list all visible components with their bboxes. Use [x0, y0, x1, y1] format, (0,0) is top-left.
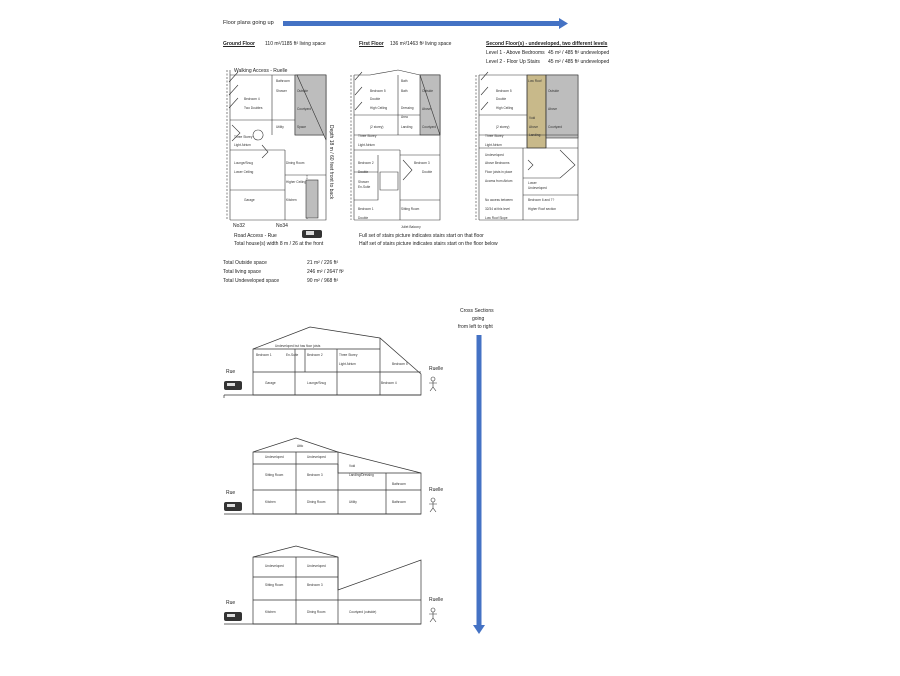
room-label: Shower	[358, 180, 369, 184]
room-label: Three Storey	[358, 134, 377, 138]
room-label: High Ceiling	[496, 106, 514, 110]
room-label: Above Bedrooms	[485, 161, 510, 165]
car-icon	[224, 381, 242, 390]
room-label: En-Suite	[286, 353, 299, 357]
room-label: Kitchen	[265, 500, 276, 504]
room-label: Low Roof	[528, 79, 542, 83]
room-label: Dressing	[401, 106, 414, 110]
width-label: Total house(s) width 8 m / 26 at the front	[234, 241, 324, 247]
room-label: Landing	[401, 125, 413, 129]
room-label: Above	[529, 125, 539, 129]
room-label: Kitchen	[286, 198, 297, 202]
room-label: Garage	[265, 381, 276, 385]
room-label: Space	[297, 125, 307, 129]
room-label: Sitting Room	[265, 583, 284, 587]
first-floor-title: First Floor	[359, 41, 384, 47]
room-label: Above	[548, 107, 558, 111]
car-icon	[302, 230, 322, 238]
room-label: Undeveloped	[307, 564, 326, 568]
room-label: Light Atrium	[485, 143, 502, 147]
total-living-label: Total living space	[223, 269, 262, 275]
room-label: (2 storey)	[496, 125, 510, 129]
stairs-note-half: Half set of stairs picture indicates stairs start on the floor below	[359, 241, 498, 247]
room-label: Bath	[401, 79, 408, 83]
room-label: Bedroom 4	[381, 381, 397, 385]
room-label: Undeveloped	[528, 186, 547, 190]
room-label: Dining Room	[286, 161, 305, 165]
room-label: Sitting Room	[401, 207, 420, 211]
room-label: Garage	[244, 198, 255, 202]
room-label: Bedroom 5	[496, 89, 512, 93]
room-label: Utility	[276, 125, 284, 129]
room-label: Double	[496, 97, 507, 101]
room-label: Double	[358, 170, 369, 174]
room-label: Access from Atrium	[485, 179, 513, 183]
room-label: Low Roof Slope	[485, 216, 508, 220]
room-label: Shower	[276, 89, 287, 93]
level1-label: Level 1 - Above Bedrooms	[486, 50, 545, 56]
room-label: Undeveloped	[265, 564, 284, 568]
room-label: Utility	[349, 500, 357, 504]
person-icon	[429, 608, 437, 622]
floors-direction-arrow	[283, 18, 568, 29]
total-undeveloped-label: Total Undeveloped space	[223, 278, 280, 284]
person-icon	[429, 377, 437, 391]
room-label: Undeveloped	[307, 455, 326, 459]
total-undeveloped-value: 90 m² / 968 ft²	[307, 278, 339, 284]
room-label: Courtyard	[422, 125, 436, 129]
ground-floor-title: Ground Floor	[223, 41, 255, 47]
room-label: En-Suite	[358, 185, 371, 189]
room-label: Attic	[297, 444, 304, 448]
room-label: No access between	[485, 198, 513, 202]
room-label: Three Storey	[485, 134, 504, 138]
room-label: Light Atrium	[339, 362, 356, 366]
room-label: (2 storey)	[370, 125, 384, 129]
room-label: Outside	[297, 89, 308, 93]
room-label: Bathroom	[276, 79, 290, 83]
room-label: Juliet Balcony	[401, 225, 421, 229]
room-label: Dining Room	[307, 500, 326, 504]
cross-sections-direction: from left to right	[458, 324, 493, 330]
room-label: Courtyard (outside)	[349, 610, 377, 614]
room-label: Outside	[548, 89, 559, 93]
room-label: Higher Ceiling	[286, 180, 307, 184]
room-label: Bedroom 4	[244, 97, 260, 101]
room-label: Outside	[422, 89, 433, 93]
room-label: Undeveloped	[485, 153, 504, 157]
room-label: Three Storey	[234, 135, 253, 139]
room-label: Void	[529, 116, 536, 120]
room-label: Bathroom	[392, 482, 406, 486]
room-label: Three Storey	[339, 353, 358, 357]
room-label: Double	[358, 216, 369, 220]
level1-area: 45 m² / 485 ft² undeveloped	[548, 50, 610, 56]
room-label: Bedroom 3	[414, 161, 430, 165]
room-label: Light Atrium	[234, 143, 251, 147]
room-label: Bedroom 3	[307, 583, 323, 587]
total-living-value: 246 m² / 2647 ft²	[307, 269, 344, 275]
rue-label: Rue	[226, 490, 236, 496]
room-label: Bedroom 3	[307, 473, 323, 477]
room-label: Bedroom 1	[358, 207, 374, 211]
room-label: Light Atrium	[358, 143, 375, 147]
page-title: Floor plans going up	[223, 20, 274, 26]
room-label: Courtyard	[297, 107, 311, 111]
room-label: Bedroom 5	[370, 89, 386, 93]
second-floor-title: Second Floor(s) - undeveloped, two different levels	[486, 41, 608, 47]
total-outside-value: 21 m² / 226 ft²	[307, 260, 339, 266]
room-label: Landing/Dressing	[349, 473, 374, 477]
walking-access-label: Walking Access - Ruelle	[234, 68, 288, 74]
ruelle-label: Ruelle	[429, 366, 444, 372]
room-label: Floor joists in place	[485, 170, 513, 174]
depth-label: Depth 18 m / 60 feet front to back	[328, 125, 334, 200]
room-label: Lounge/Snug	[234, 161, 253, 165]
room-label: Bedroom 2	[358, 161, 374, 165]
stairs-note-full: Full set of stairs picture indicates stairs start on that floor	[359, 233, 484, 239]
cross-sections-title: Cross Sections	[460, 308, 494, 314]
sections-direction-arrow	[473, 335, 485, 634]
room-label: Lower Ceiling	[234, 170, 254, 174]
room-label: Higher Roof section	[528, 207, 556, 211]
ruelle-label: Ruelle	[429, 597, 444, 603]
room-label: Kitchen	[265, 610, 276, 614]
room-label: Void	[349, 464, 356, 468]
room-label: Bedroom 5	[392, 362, 408, 366]
total-outside-label: Total Outside space	[223, 260, 267, 266]
road-access-label: Road Access - Rue	[234, 233, 277, 239]
first-floor-area: 136 m²/1463 ft² living space	[390, 41, 452, 47]
car-icon	[224, 502, 242, 511]
level2-area: 45 m² / 485 ft² undeveloped	[548, 59, 610, 65]
rue-label: Rue	[226, 369, 236, 375]
person-icon	[429, 498, 437, 512]
no32-label: No32	[233, 223, 245, 229]
room-label: Double	[370, 97, 381, 101]
room-label: Bathroom	[392, 500, 406, 504]
room-label: Lounge/Snug	[307, 381, 326, 385]
room-label: Landing	[529, 133, 541, 137]
ground-floor-area: 110 m²/1185 ft² living space	[265, 41, 326, 47]
room-label: Area	[401, 115, 408, 119]
ruelle-label: Ruelle	[429, 487, 444, 493]
room-label: Undeveloped but has floor joists	[275, 344, 321, 348]
rue-label: Rue	[226, 600, 236, 606]
room-label: Courtyard	[548, 125, 562, 129]
room-label: Dining Room	[307, 610, 326, 614]
room-label: Bedroom 1	[256, 353, 272, 357]
room-label: Bedroom 2	[307, 353, 323, 357]
level2-label: Level 2 - Floor Up Stairs	[486, 59, 540, 65]
room-label: Undeveloped	[265, 455, 284, 459]
cross-sections-going: going	[472, 316, 485, 322]
room-label: Bedroom 6 and 7?	[528, 198, 555, 202]
room-label: High Ceiling	[370, 106, 388, 110]
room-label: 32/34 at this level	[485, 207, 510, 211]
room-label: Above	[422, 107, 432, 111]
room-label: Sitting Room	[265, 473, 284, 477]
no34-label: No34	[276, 223, 288, 229]
room-label: Double	[422, 170, 433, 174]
room-label: Two Doubles	[244, 106, 263, 110]
car-icon	[224, 612, 242, 621]
room-label: Bath	[401, 89, 408, 93]
room-label: Lower	[528, 181, 537, 185]
